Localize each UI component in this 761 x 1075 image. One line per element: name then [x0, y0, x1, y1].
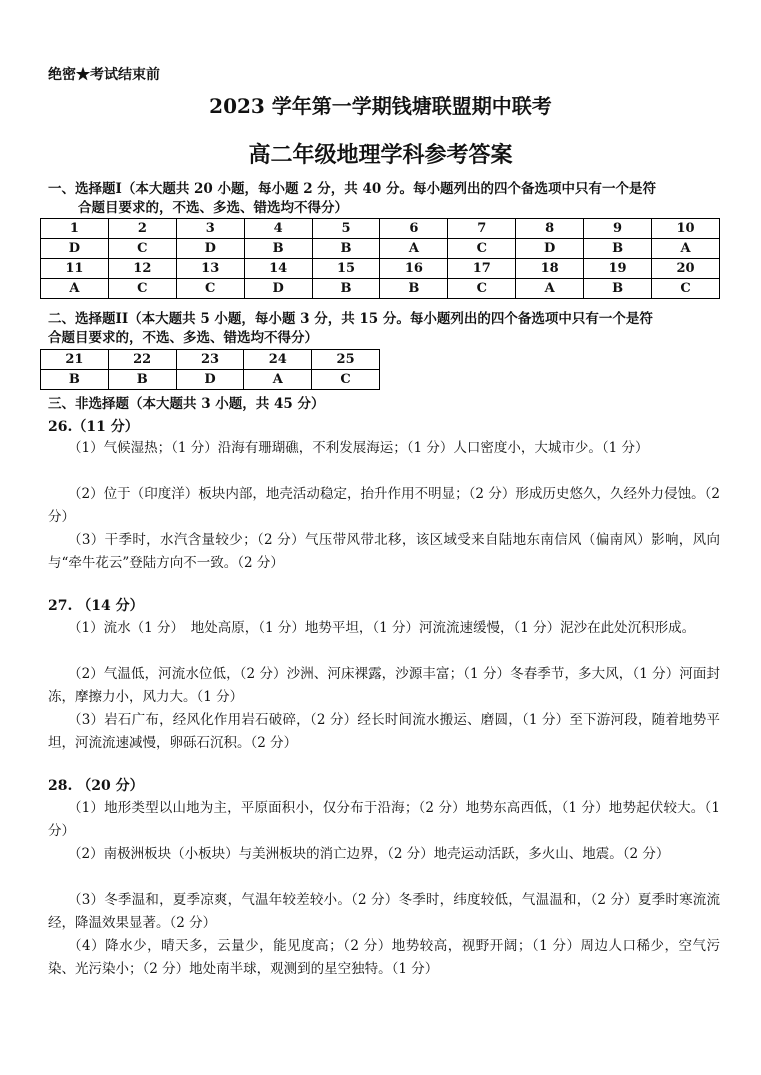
q28-answer-4: （4）降水少，晴天多，云量少，能见度高；（2 分）地势较高，视野开阔；（1 分）周边人口稀少，空气污染、光污染小；（2 分）地处南半球，观测到的星空独特。（1 分）: [48, 938, 720, 977]
answer-table-2: [40, 349, 380, 390]
section2-line1: 二、选择题II（本大题共 5 小题，每小题 3 分，共 15 分。每小题列出的四个备选项中只有一个是符: [48, 311, 653, 327]
table-cell: B: [584, 239, 652, 259]
table-cell: 6: [380, 219, 448, 239]
table-cell: 14: [244, 259, 312, 279]
answer-table-1: [40, 218, 720, 299]
table-cell: 21: [41, 350, 109, 370]
table-cell: A: [380, 239, 448, 259]
table-cell: 15: [312, 259, 380, 279]
q28-answer-2: （2）南极洲板块（小板块）与美洲板块的消亡边界，（2 分）地壳运动活跃，多火山、地震。（2 分）: [68, 846, 670, 862]
table-row: [41, 239, 720, 259]
table-cell: B: [41, 370, 109, 390]
table-cell: C: [652, 279, 720, 299]
table-cell: C: [108, 279, 176, 299]
table-cell: B: [244, 239, 312, 259]
table-cell: 3: [176, 219, 244, 239]
section1-line2: 合题目要求的，不选、多选、错选均不得分）: [78, 200, 348, 216]
table-cell: 2: [108, 219, 176, 239]
table-cell: A: [244, 370, 312, 390]
table-cell: 19: [584, 259, 652, 279]
q26-heading: 26.（11 分）: [48, 419, 139, 435]
table-cell: C: [176, 279, 244, 299]
q27-heading: 27. （14 分）: [48, 598, 144, 614]
table-cell: C: [312, 370, 380, 390]
table-cell: 1: [41, 219, 109, 239]
table-cell: 18: [516, 259, 584, 279]
table-cell: 13: [176, 259, 244, 279]
section1-line1: 一、选择题I（本大题共 20 小题，每小题 2 分，共 40 分。每小题列出的四个备选项中只有一个是符: [48, 181, 656, 197]
q28-answer-3: （3）冬季温和，夏季凉爽，气温年较差较小。（2 分）冬季时，纬度较低，气温温和，（2 分）夏季时寒流流经，降温效果显著。（2 分）: [48, 892, 720, 931]
table-cell: D: [41, 239, 109, 259]
q28-answer-1: （1）地形类型以山地为主，平原面积小，仅分布于沿海；（2 分）地势东高西低，（1 分）地势起伏较大。（1 分）: [48, 800, 720, 839]
table-cell: D: [244, 279, 312, 299]
table-cell: D: [516, 239, 584, 259]
table-cell: C: [108, 239, 176, 259]
table-cell: 4: [244, 219, 312, 239]
table-row: [41, 219, 720, 239]
secret-label: 绝密★考试结束前: [48, 67, 160, 83]
table-cell: 9: [584, 219, 652, 239]
table-cell: B: [108, 370, 176, 390]
section2-line2: 合题目要求的，不选、多选、错选均不得分）: [48, 330, 318, 346]
table-cell: D: [176, 239, 244, 259]
table-cell: 22: [108, 350, 176, 370]
table-cell: 8: [516, 219, 584, 239]
table-row: [41, 350, 380, 370]
table-cell: 24: [244, 350, 312, 370]
table-cell: B: [584, 279, 652, 299]
table-row: [41, 259, 720, 279]
section1-heading: [48, 180, 728, 218]
table-cell: 17: [448, 259, 516, 279]
table-cell: D: [176, 370, 244, 390]
table-cell: 16: [380, 259, 448, 279]
exam-subtitle: 高二年级地理学科参考答案: [248, 142, 513, 168]
q26-answer-2: （2）位于（印度洋）板块内部，地壳活动稳定，抬升作用不明显；（2 分）形成历史悠久，久经外力侵蚀。（2 分）: [48, 486, 720, 525]
table-row: [41, 370, 380, 390]
table-cell: A: [41, 279, 109, 299]
table-cell: 20: [652, 259, 720, 279]
section3-heading: 三、非选择题（本大题共 3 小题，共 45 分）: [48, 396, 325, 412]
table-cell: B: [380, 279, 448, 299]
table-cell: C: [448, 239, 516, 259]
table-cell: 12: [108, 259, 176, 279]
q26-answer-1: （1）气候湿热；（1 分）沿海有珊瑚礁，不利发展海运；（1 分）人口密度小，大城市少。（1 分）: [68, 440, 649, 456]
table-cell: B: [312, 279, 380, 299]
q27-answer-3: （3）岩石广布，经风化作用岩石破碎，（2 分）经长时间流水搬运、磨圆，（1 分）至下游河段，随着地势平坦，河流流速减慢，卵砾石沉积。（2 分）: [48, 712, 720, 751]
table-cell: 5: [312, 219, 380, 239]
table-cell: A: [652, 239, 720, 259]
q28-heading: 28. （20 分）: [48, 778, 144, 794]
q26-answer-3: （3）干季时，水汽含量较少；（2 分）气压带风带北移，该区域受来自陆地东南信风（偏南风）影响，风向与“牵牛花云”登陆方向不一致。（2 分）: [48, 532, 720, 571]
section2-heading: [48, 310, 728, 348]
table-cell: 23: [176, 350, 244, 370]
table-cell: 10: [652, 219, 720, 239]
table-cell: C: [448, 279, 516, 299]
exam-title: 2023 学年第一学期钱塘联盟期中联考: [209, 94, 552, 118]
table-cell: B: [312, 239, 380, 259]
q27-answer-1: （1）流水（1 分） 地处高原，（1 分）地势平坦，（1 分）河流流速缓慢，（1 分）泥沙在此处沉积形成。: [68, 620, 696, 636]
table-cell: 7: [448, 219, 516, 239]
table-cell: 25: [312, 350, 380, 370]
table-cell: 11: [41, 259, 109, 279]
table-cell: A: [516, 279, 584, 299]
q27-answer-2: （2）气温低，河流水位低，（2 分）沙洲、河床裸露，沙源丰富；（1 分）冬春季节，多大风，（1 分）河面封冻，摩擦力小，风力大。（1 分）: [48, 666, 720, 705]
table-row: [41, 279, 720, 299]
